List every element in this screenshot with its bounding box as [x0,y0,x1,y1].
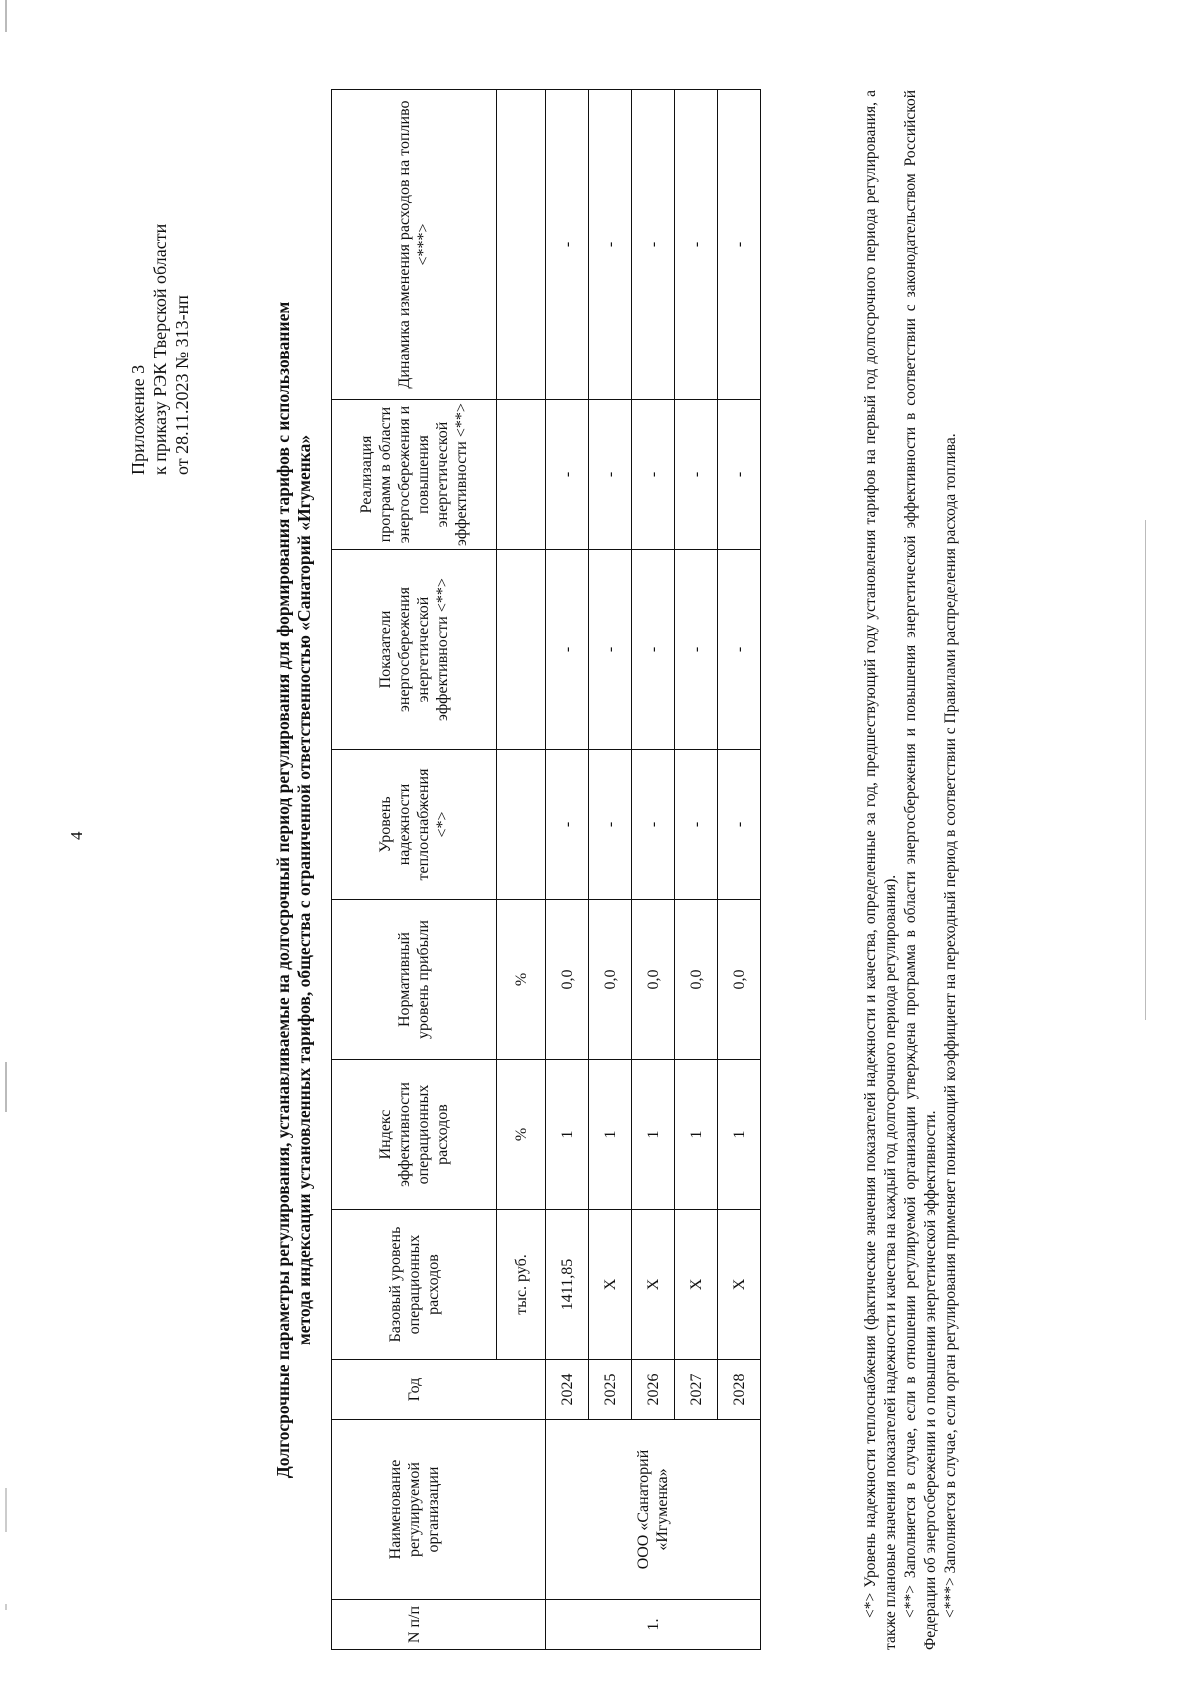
cell-programs: - [632,400,675,550]
cell-programs: - [675,400,718,550]
cell-programs: - [546,400,589,550]
cell-year: 2028 [718,1360,761,1420]
org-name: ООО «Санаторий «Игуменка» [546,1420,761,1600]
cell-efficiency-index: 1 [718,1060,761,1210]
cell-base-opex: Х [718,1210,761,1360]
unit-profit-level: % [497,900,546,1060]
header-row [332,90,497,1650]
unit-efficiency-index: % [497,1060,546,1210]
cell-energy-indicators: - [546,550,589,750]
cell-fuel-dynamics: - [632,90,675,400]
page-number: 4 [67,831,86,840]
cell-base-opex: 1411,85 [546,1210,589,1360]
cell-efficiency-index: 1 [546,1060,589,1210]
title-line-1: Долгосрочные параметры регулирования, устанавливаемые на долгосрочный период регулирования для формирования тарифов с использованием [273,301,293,1479]
unit-base-opex: тыс. руб. [497,1210,546,1360]
cell-base-opex: Х [589,1210,632,1360]
cell-reliability: - [718,750,761,900]
footnotes [861,90,961,1650]
cell-efficiency-index: 1 [632,1060,675,1210]
cell-reliability: - [675,750,718,900]
cell-base-opex: Х [632,1210,675,1360]
header-fuel-dynamics: Динамика изменения расходов на топливо <***> [332,90,497,400]
table-row [589,90,632,1650]
header-profit-level: Нормативный уровень прибыли [332,900,497,1060]
table-row [546,90,589,1650]
cell-fuel-dynamics: - [589,90,632,400]
cell-profit-level: 0,0 [718,900,761,1060]
table-row [632,90,675,1650]
cell-programs: - [589,400,632,550]
header-year: Год [332,1360,497,1420]
header-org: Наименование регулируемой организации [332,1420,497,1600]
cell-energy-indicators: - [675,550,718,750]
table-row [718,90,761,1650]
table-row [675,90,718,1650]
appendix-label: Приложение 3 [128,364,148,475]
cell-base-opex: Х [675,1210,718,1360]
footnote-fuel: <***> Заполняется в случае, если орган регулирования применяет понижающий коэффициент на переходный период в соответствии с Правилами распределения расхода топлива. [942,433,959,1618]
cell-reliability: - [589,750,632,900]
cell-profit-level: 0,0 [589,900,632,1060]
appendix-order-date: от 28.11.2023 № 313-нп [172,295,192,475]
cell-energy-indicators: - [718,550,761,750]
appendix-order-ref: к приказу РЭК Тверской области [150,223,170,475]
header-energy-indicators: Показатели энергосбережения энергетической эффективности <**> [332,550,497,750]
bottom-divider [1145,520,1146,1020]
cell-year: 2027 [675,1360,718,1420]
header-base-opex: Базовый уровень операционных расходов [332,1210,497,1360]
units-row [497,90,546,1650]
title-line-2: метода индексации установленных тарифов, общества с ограниченной ответственностью «Санаторий «Игуменка» [294,434,314,1346]
footnote-energy-program: <**> Заполняется в случае, если в отношении регулируемой организации утверждена программа в области энергосбережения и повышения энергетической эффективности в соответствии с законодательством Российской Федерации об энергосбережении и о повышении энергетической эффективности. [902,90,939,1650]
cell-profit-level: 0,0 [675,900,718,1060]
appendix-header [127,224,193,475]
cell-profit-level: 0,0 [546,900,589,1060]
cell-efficiency-index: 1 [675,1060,718,1210]
header-num: N п/п [332,1600,497,1650]
cell-energy-indicators: - [632,550,675,750]
cell-energy-indicators: - [589,550,632,750]
cell-fuel-dynamics: - [675,90,718,400]
cell-year: 2024 [546,1360,589,1420]
header-efficiency-index: Индекс эффективности операционных расходов [332,1060,497,1210]
parameters-table [331,89,761,1650]
header-programs: Реализация программ в области энергосбережения и повышения энергетической эффективности <**> [332,400,497,550]
org-number: 1. [546,1600,761,1650]
document-title [273,150,315,1630]
cell-year: 2025 [589,1360,632,1420]
cell-reliability: - [632,750,675,900]
cell-profit-level: 0,0 [632,900,675,1060]
cell-fuel-dynamics: - [546,90,589,400]
cell-efficiency-index: 1 [589,1060,632,1210]
cell-reliability: - [546,750,589,900]
footnote-reliability: <*> Уровень надежности теплоснабжения (фактические значения показателей надежности и качества, определенные за год, предшествующий году установления тарифов на первый год долгосрочного периода регулирования, а также плановые значения показателей надежности и качества на каждый год долгосрочного периода регулирования). [862,90,899,1650]
cell-year: 2026 [632,1360,675,1420]
cell-fuel-dynamics: - [718,90,761,400]
header-reliability: Уровень надежности теплоснабжения <*> [332,750,497,900]
rotated-page [25,50,1165,1660]
cell-programs: - [718,400,761,550]
